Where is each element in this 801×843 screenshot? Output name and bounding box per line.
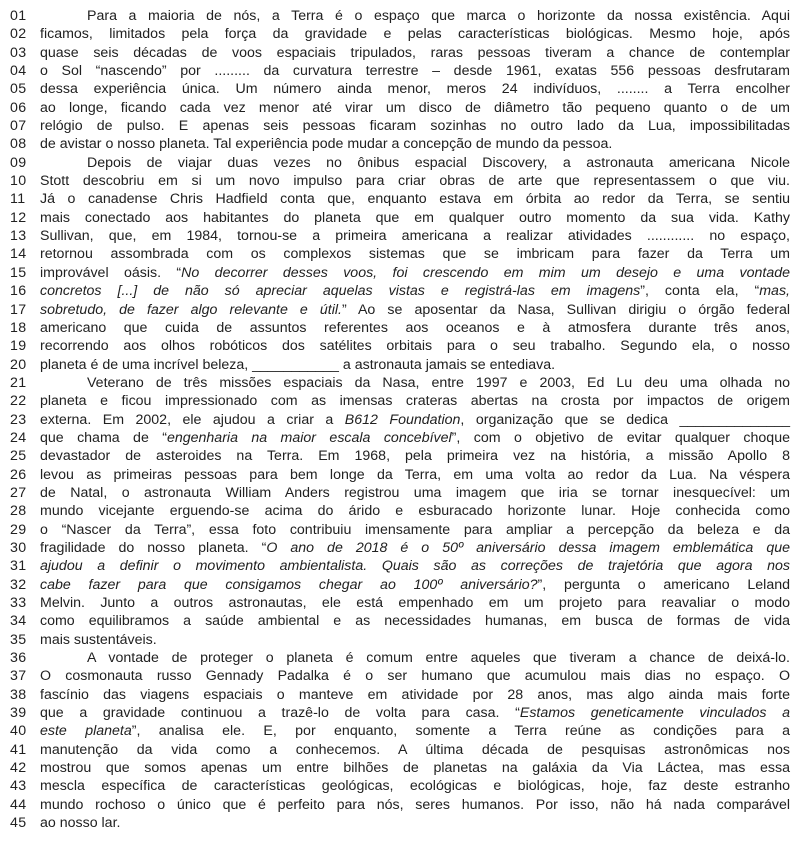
line-text xyxy=(40,429,790,447)
text-line xyxy=(10,686,790,704)
italic-text-segment: mas, xyxy=(759,283,790,300)
line-text xyxy=(40,539,790,557)
italic-text-segment: cabe fazer para que consigamos chegar ao 100º aniversário? xyxy=(40,576,538,593)
text-line xyxy=(10,484,790,502)
text-segment: planeta é de uma incrível beleza, ___________ a astronauta jamais se entediava. xyxy=(40,356,556,373)
line-text xyxy=(40,612,790,630)
line-number: 26 xyxy=(10,466,27,483)
italic-text-segment: engenharia na maior escala concebível xyxy=(166,429,452,446)
line-text xyxy=(40,227,790,245)
text-body xyxy=(10,7,790,832)
line-number: 32 xyxy=(10,576,27,593)
line-text xyxy=(40,62,790,80)
text-line xyxy=(10,282,790,300)
text-segment: Melvin. Junto a outros astronautas, ele está empenhado em um projeto para reavaliar o modo xyxy=(40,595,790,611)
line-text xyxy=(40,154,790,172)
text-segment: mundo rochoso o único que é perfeito para nós, seres humanos. Por isso, não há nada comparável xyxy=(40,796,790,813)
line-number: 33 xyxy=(10,595,27,611)
text-segment: ”, conta ela, “ xyxy=(640,283,760,300)
line-number: 18 xyxy=(10,319,27,336)
line-number: 27 xyxy=(10,484,27,501)
text-line xyxy=(10,62,790,80)
text-line xyxy=(10,319,790,337)
line-number: 34 xyxy=(10,613,27,630)
text-segment: A vontade de proteger o planeta é comum entre aqueles que tiveram a chance de deixá-lo. xyxy=(87,650,790,667)
line-text xyxy=(40,411,790,429)
italic-text-segment: este planeta xyxy=(40,723,132,740)
line-text xyxy=(40,337,790,355)
line-number: 11 xyxy=(10,191,26,208)
text-segment: Depois de viajar duas vezes no ônibus espacial Discovery, a astronauta americana Nicole xyxy=(87,154,790,171)
line-text xyxy=(40,667,790,685)
line-text xyxy=(40,686,790,704)
text-segment: manutenção da vida como a conhecemos. A última década de pesquisas astronômicas nos xyxy=(40,741,790,758)
text-line xyxy=(10,447,790,465)
line-number: 19 xyxy=(10,338,27,355)
text-line xyxy=(10,356,790,374)
line-number: 21 xyxy=(10,374,27,391)
line-text xyxy=(40,392,790,410)
line-number: 09 xyxy=(10,154,27,171)
text-segment: Stott descobriu em si um novo impulso para criar obras de arte que representassem o que viu. xyxy=(40,173,790,190)
italic-text-segment: concretos [...] de não só apreciar aquelas vistas e registrá-las em imagens xyxy=(40,283,641,300)
text-segment: ” Ao se aposentar da Nasa, Sullivan dirigiu o órgão federal xyxy=(341,301,790,318)
line-text xyxy=(40,484,790,502)
text-segment: ao nosso lar. xyxy=(40,815,121,832)
text-line xyxy=(10,301,790,319)
text-segment: ”, pergunta o americano Leland xyxy=(537,576,790,593)
line-text xyxy=(40,759,790,777)
line-text xyxy=(40,135,790,153)
text-segment: recorrendo aos olhos robóticos dos satélites orbitais para o seu trabalho. Segundo ela, o nosso xyxy=(40,338,790,355)
text-line xyxy=(10,80,790,98)
line-text xyxy=(40,502,790,520)
line-number: 24 xyxy=(10,429,27,446)
text-line xyxy=(10,759,790,777)
text-segment: improvável oásis. “ xyxy=(40,264,182,281)
text-segment: relógio de pulso. E apenas seis pessoas ficaram sozinhas no outro lado da Lua, impossibilitadas xyxy=(40,118,790,135)
text-line xyxy=(10,539,790,557)
line-text xyxy=(40,209,790,227)
text-line xyxy=(10,264,790,282)
line-number: 30 xyxy=(10,539,27,556)
line-text xyxy=(40,777,790,795)
line-number: 35 xyxy=(10,631,27,648)
text-segment: dessa experiência única. Um número ainda menor, meros 24 indivíduos, ........ a Terra encolher xyxy=(40,81,790,98)
line-number: 23 xyxy=(10,411,27,428)
text-line xyxy=(10,521,790,539)
line-number: 37 xyxy=(10,668,27,685)
line-text xyxy=(40,649,790,667)
text-segment: retornou assombrada com os complexos sistemas que se imbricam para fazer da Terra um xyxy=(40,246,790,263)
text-line xyxy=(10,154,790,172)
text-segment: Já o canadense Chris Hadfield conta que, enquanto estava em órbita ao redor da Terra, se sentiu xyxy=(40,191,790,208)
text-line xyxy=(10,796,790,814)
text-line xyxy=(10,374,790,392)
italic-text-segment: sobretudo, de fazer algo relevante e útil. xyxy=(40,301,342,318)
line-number: 17 xyxy=(10,301,27,318)
line-text xyxy=(40,814,790,832)
text-line xyxy=(10,777,790,795)
line-number: 08 xyxy=(10,136,27,153)
line-text xyxy=(40,172,790,190)
text-segment: de avistar o nosso planeta. Tal experiência pode mudar a concepção de mundo da pessoa. xyxy=(40,136,613,153)
text-segment: Veterano de três missões espaciais da Nasa, entre 1997 e 2003, Ed Lu deu uma olhada no xyxy=(87,374,790,391)
text-line xyxy=(10,557,790,575)
text-line xyxy=(10,44,790,62)
text-segment: de Natal, o astronauta William Anders registrou uma imagem que iria se tornar inesquecível: um xyxy=(40,484,790,501)
line-text xyxy=(40,631,790,649)
line-number: 43 xyxy=(10,778,27,795)
line-text xyxy=(40,557,790,575)
text-segment: levou as primeiras pessoas para bem longe da Terra, em uma volta ao redor da Lua. Na véspera xyxy=(40,466,790,483)
text-segment: externa. Em 2002, ele ajudou a criar a xyxy=(40,411,345,428)
italic-text-segment: O ano de 2018 é o 50º aniversário dessa imagem emblemática que xyxy=(266,539,790,556)
line-number: 07 xyxy=(10,118,27,135)
text-line xyxy=(10,99,790,117)
text-segment: fragilidade do nosso planeta. “ xyxy=(40,539,267,556)
line-number: 41 xyxy=(10,741,27,758)
line-number: 38 xyxy=(10,686,27,703)
line-number: 45 xyxy=(10,815,27,832)
text-line xyxy=(10,411,790,429)
line-number: 29 xyxy=(10,521,27,538)
text-line xyxy=(10,227,790,245)
italic-text-segment: No decorrer desses voos, foi crescendo em mim um desejo e uma vontade xyxy=(181,264,790,281)
text-segment: mundo vicejante erguendo-se acima do árido e esburacado horizonte lunar. Hoje conhecida como xyxy=(40,503,790,520)
line-number: 05 xyxy=(10,81,27,98)
text-segment: como equilibramos a saúde ambiental e as necessidades humanas, em busca de formas de vida xyxy=(40,613,790,630)
text-segment: mais conectado aos habitantes do planeta que em qualquer outro momento da sua vida. Kathy xyxy=(40,209,790,226)
line-text xyxy=(40,80,790,98)
line-text xyxy=(40,245,790,263)
text-segment: Sullivan, que, em 1984, tornou-se a primeira americana a realizar atividades ............ no espaço, xyxy=(40,228,790,245)
text-segment: ”, com o objetivo de evitar qualquer choque xyxy=(451,429,790,446)
line-text xyxy=(40,282,790,300)
text-segment: que chama de “ xyxy=(40,429,167,446)
line-text xyxy=(40,594,790,612)
line-number: 40 xyxy=(10,723,27,740)
line-number: 02 xyxy=(10,26,27,43)
text-line xyxy=(10,722,790,740)
italic-text-segment: Estamos geneticamente vinculados a xyxy=(519,705,790,722)
line-number: 42 xyxy=(10,760,27,777)
text-line xyxy=(10,117,790,135)
text-line xyxy=(10,612,790,630)
line-number: 12 xyxy=(10,209,27,226)
line-number: 22 xyxy=(10,393,27,410)
line-text xyxy=(40,576,790,594)
line-number: 03 xyxy=(10,44,27,61)
text-line xyxy=(10,594,790,612)
line-text xyxy=(40,99,790,117)
text-segment: devastador de asteroides na Terra. Em 1968, pela primeira vez na história, a missão Apollo 8 xyxy=(40,448,790,465)
text-segment: mais sustentáveis. xyxy=(40,631,157,648)
text-line xyxy=(10,209,790,227)
text-line xyxy=(10,172,790,190)
text-segment: o Sol “nascendo” por ......... da curvatura terrestre – desde 1961, exatas 556 pessoas desfrutaram xyxy=(40,63,790,80)
line-number: 36 xyxy=(10,650,27,667)
line-text xyxy=(40,741,790,759)
text-line xyxy=(10,25,790,43)
line-text xyxy=(40,447,790,465)
line-text xyxy=(40,25,790,43)
text-line xyxy=(10,337,790,355)
line-text xyxy=(40,521,790,539)
line-text xyxy=(40,356,790,374)
line-number: 14 xyxy=(10,246,27,263)
line-text xyxy=(40,44,790,62)
line-text xyxy=(40,466,790,484)
text-line xyxy=(10,704,790,722)
line-number: 31 xyxy=(10,558,27,575)
line-number: 15 xyxy=(10,264,27,281)
line-number: 13 xyxy=(10,228,27,245)
text-segment: Para a maioria de nós, a Terra é o espaço que marca o horizonte da nossa existência. Aqui xyxy=(87,8,790,24)
text-segment: ficamos, limitados pela força da gravidade e pelas características biológicas. Mesmo hoje, após xyxy=(40,26,790,43)
text-segment: planeta e ficou impressionado com as imensas crateras abertas na crosta por impactos de origem xyxy=(40,393,790,410)
text-segment: fascínio das viagens espaciais o manteve em atividade por 28 anos, mas algo ainda mais forte xyxy=(40,686,790,703)
line-text xyxy=(40,264,790,282)
line-number: 20 xyxy=(10,356,27,373)
text-segment: que a gravidade continuou a trazê-lo de volta para casa. “ xyxy=(40,705,520,722)
line-text xyxy=(40,7,790,25)
text-line xyxy=(10,631,790,649)
line-number: 01 xyxy=(10,8,27,24)
text-line xyxy=(10,466,790,484)
text-segment: mescla específica de características geológicas, ecológicas e biológicas, hoje, faz deste estranho xyxy=(40,778,790,795)
line-text xyxy=(40,374,790,392)
text-line xyxy=(10,667,790,685)
text-line xyxy=(10,741,790,759)
text-segment: mostrou que somos apenas um entre bilhões de planetas na galáxia da Via Láctea, mas essa xyxy=(40,760,790,777)
line-number: 39 xyxy=(10,705,27,722)
text-line xyxy=(10,649,790,667)
text-line xyxy=(10,135,790,153)
line-text xyxy=(40,301,790,319)
line-number: 06 xyxy=(10,99,27,116)
text-line xyxy=(10,7,790,25)
text-line xyxy=(10,429,790,447)
text-segment: ”, analisa ele. E, por enquanto, somente a Terra reúne as condições para a xyxy=(131,723,790,740)
line-number: 28 xyxy=(10,503,27,520)
line-text xyxy=(40,796,790,814)
line-text xyxy=(40,722,790,740)
line-text xyxy=(40,190,790,208)
text-line xyxy=(10,814,790,832)
line-number: 25 xyxy=(10,448,27,465)
text-line xyxy=(10,190,790,208)
text-segment: quase seis décadas de voos espaciais tripulados, raras pessoas tiveram a chance de contemplar xyxy=(40,44,790,61)
text-line xyxy=(10,245,790,263)
text-segment: O cosmonauta russo Gennady Padalka é o ser humano que acumulou mais dias no espaço. O xyxy=(40,668,790,685)
text-line xyxy=(10,392,790,410)
line-number: 44 xyxy=(10,796,27,813)
line-text xyxy=(40,704,790,722)
text-segment: ao longe, ficando cada vez menor até virar um disco de diâmetro tão pequeno quanto o de um xyxy=(40,99,790,116)
text-line xyxy=(10,502,790,520)
line-number: 16 xyxy=(10,283,27,300)
text-segment: o “Nascer da Terra”, essa foto contribuiu imensamente para ampliar a percepção da beleza e da xyxy=(40,521,790,538)
line-number: 04 xyxy=(10,63,27,80)
text-line xyxy=(10,576,790,594)
text-segment: , organização que se dedica ______________ xyxy=(460,411,790,428)
text-segment: americano que cuida de assuntos referentes aos oceanos e à atmosfera durante três anos, xyxy=(40,319,790,336)
italic-text-segment: B612 Foundation xyxy=(344,411,461,428)
italic-text-segment: ajudou a definir o movimento ambientalista. Quais são as correções de trajetória que agora nos xyxy=(40,558,790,575)
line-number: 10 xyxy=(10,173,27,190)
line-text xyxy=(40,319,790,337)
line-text xyxy=(40,117,790,135)
